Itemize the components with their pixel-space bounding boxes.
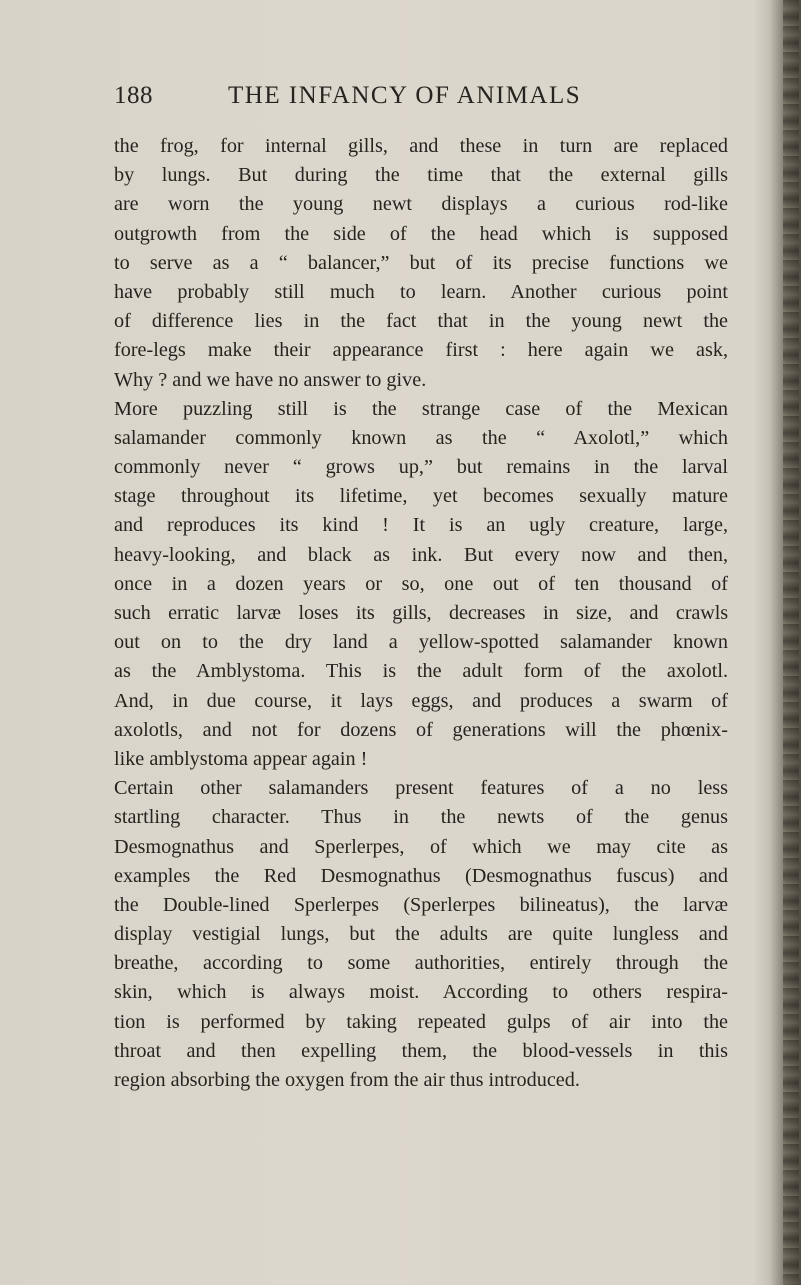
text-line: Certain other salamanders present features of a no less	[114, 777, 728, 800]
text-line: region absorbing the oxygen from the air thus introduced.	[114, 1069, 580, 1091]
running-head	[114, 82, 726, 116]
text-line: to serve as a “ balancer,” but of its precise functions we	[114, 251, 728, 274]
text-line: once in a dozen years or so, one out of ten thousand of	[114, 572, 728, 595]
text-line: and reproduces its kind ! It is an ugly creature, large,	[114, 514, 728, 537]
text-line: by lungs. But during the time that the external gills	[114, 164, 728, 187]
text-line: fore-legs make their appearance first : here again we ask,	[114, 339, 728, 362]
text-line: are worn the young newt displays a curious rod-like	[114, 193, 728, 216]
text-line: out on to the dry land a yellow-spotted salamander known	[114, 631, 728, 654]
text-line: as the Amblystoma. This is the adult form of the axolotl.	[114, 660, 728, 683]
running-title: THE INFANCY OF ANIMALS	[228, 82, 582, 109]
text-line: the frog, for internal gills, and these in turn are replaced	[114, 135, 728, 157]
text-line: startling character. Thus in the newts of the genus	[114, 806, 728, 829]
text-line: such erratic larvæ loses its gills, decreases in size, and crawls	[114, 602, 728, 624]
text-line: salamander commonly known as the “ Axolotl,” which	[114, 426, 728, 449]
text-line: examples the Red Desmognathus (Desmognathus fuscus) and	[114, 864, 728, 887]
text-line: breathe, according to some authorities, entirely through the	[114, 952, 728, 975]
body-text	[114, 132, 728, 1095]
text-line: have probably still much to learn. Another curious point	[114, 280, 728, 303]
text-line: of difference lies in the fact that in the young newt the	[114, 310, 728, 333]
text-line: And, in due course, it lays eggs, and produces a swarm of	[114, 689, 728, 712]
binding-edge	[783, 0, 799, 1285]
text-line: stage throughout its lifetime, yet becomes sexually mature	[114, 485, 728, 508]
text-line: tion is performed by taking repeated gulps of air into the	[114, 1010, 728, 1033]
text-line: the Double-lined Sperlerpes (Sperlerpes bilineatus), the larvæ	[114, 893, 728, 916]
text-line: throat and then expelling them, the blood-vessels in this	[114, 1039, 728, 1062]
text-line: skin, which is always moist. According to others respira-	[114, 981, 728, 1004]
text-line: Desmognathus and Sperlerpes, of which we may cite as	[114, 835, 728, 858]
text-line: axolotls, and not for dozens of generations will the phœnix-	[114, 718, 728, 741]
text-line: More puzzling still is the strange case of the Mexican	[114, 397, 728, 420]
text-line: commonly never “ grows up,” but remains in the larval	[114, 456, 728, 479]
text-line: outgrowth from the side of the head which is supposed	[114, 222, 728, 245]
text-line: heavy-looking, and black as ink. But every now and then,	[114, 543, 728, 566]
text-line: like amblystoma appear again !	[114, 747, 368, 770]
page-number: 188	[114, 82, 153, 109]
text-line: Why ? and we have no answer to give.	[114, 368, 427, 391]
text-line: display vestigial lungs, but the adults are quite lungless and	[114, 923, 728, 946]
